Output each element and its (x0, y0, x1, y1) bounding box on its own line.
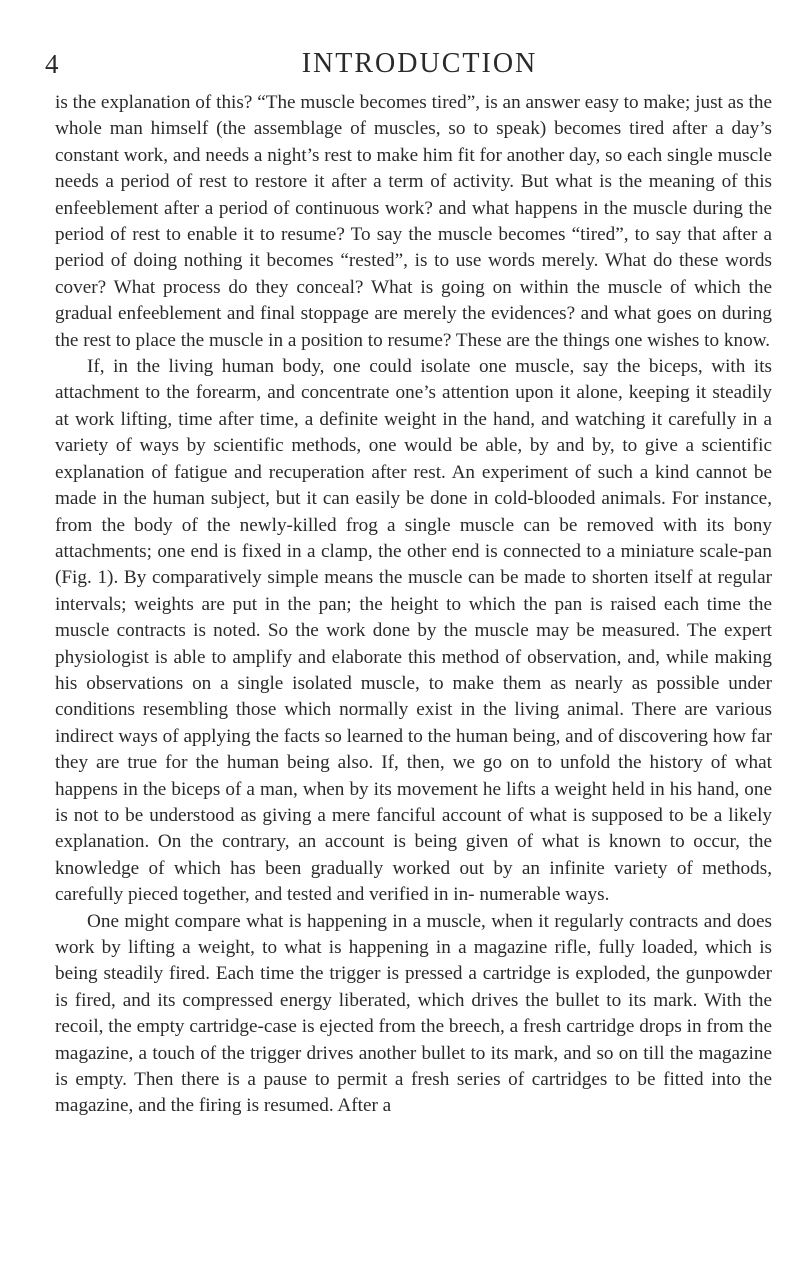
paragraph-continued: is the explanation of this? “The muscle becomes tired”, is an answer easy to make; just as the whole man himself (the assemblage of muscles, so to speak) becomes tired after a day’s constant work, and needs a night’s rest to make him fit for another day, so each single muscle needs a period of rest to restore it after a term of activity. But what is the meaning of this enfeeblement after a period of continuous work? and what happens in the muscle during the period of rest to enable it to resume? To say the muscle becomes “tired”, to say that after a period of doing nothing it becomes “rested”, is to use words merely. What do these words cover? What process do they conceal? What is going on within the muscle of which the gradual enfeeblement and final stoppage are merely the evidences? and what goes on during the rest to place the muscle in a position to resume? These are the things one wishes to know. (55, 92, 772, 351)
paragraph-rifle-analogy: One might compare what is happening in a muscle, when it regularly contracts and does work by lifting a weight, to what is happening in a magazine rifle, fully loaded, which is being steadily fired. Each time the trigger is pressed a cartridge is exploded, the gunpowder is fired, and its compressed energy liberated, which drives the bullet to its mark. With the recoil, the empty cartridge-case is ejected from the breech, a fresh cartridge drops in from the magazine, a touch of the trigger drives another bullet to its mark, and so on till the magazine is empty. Then there is a pause to permit a fresh series of cartridges to be fitted into the magazine, and the firing is resumed. After a (55, 910, 772, 1117)
page-header (45, 44, 770, 84)
page-number: 4 (45, 49, 59, 79)
running-head: INTRODUCTION (301, 48, 538, 79)
body-text (55, 90, 772, 1120)
paragraph-biceps-experiment: If, in the living human body, one could isolate one muscle, say the biceps, with its attachment to the forearm, and concentrate one’s attention upon it alone, keeping it steadily at work lifting, time after time, a definite weight in the hand, and watching it carefully in a variety of ways by scientific methods, one would be able, by and by, to give a scientific explanation of fatigue and recuperation after rest. An experiment of such a kind cannot be made in the human subject, but it can easily be done in cold-blooded animals. For instance, from the body of the newly-killed frog a single muscle can be removed with its bony attachments; one end is fixed in a clamp, the other end is connected to a miniature scale-pan (Fig. 1). By comparatively simple means the muscle can be made to shorten itself at regular intervals; weights are put in the pan; the height to which the pan is raised each time the muscle contracts is noted. So the work done by the muscle may be measured. The expert physiologist is able to amplify and elaborate this method of observation, and, while making his observations on a single isolated muscle, to make them as nearly as possible under conditions resembling those which normally exist in the living animal. There are various indirect ways of applying the facts so learned to the human being, and of discovering how far they are true for the human being also. If, then, we go on to unfold the history of what happens in the biceps of a man, when by its movement he lifts a weight held in his hand, one is not to be understood as giving a mere fanciful account of what is supposed to be a likely explanation. On the contrary, an account is being given of what is known to occur, the knowledge of which has been gradually worked out by an infinite variety of methods, carefully pieced together, and tested and verified in in- numerable ways. (55, 356, 772, 906)
